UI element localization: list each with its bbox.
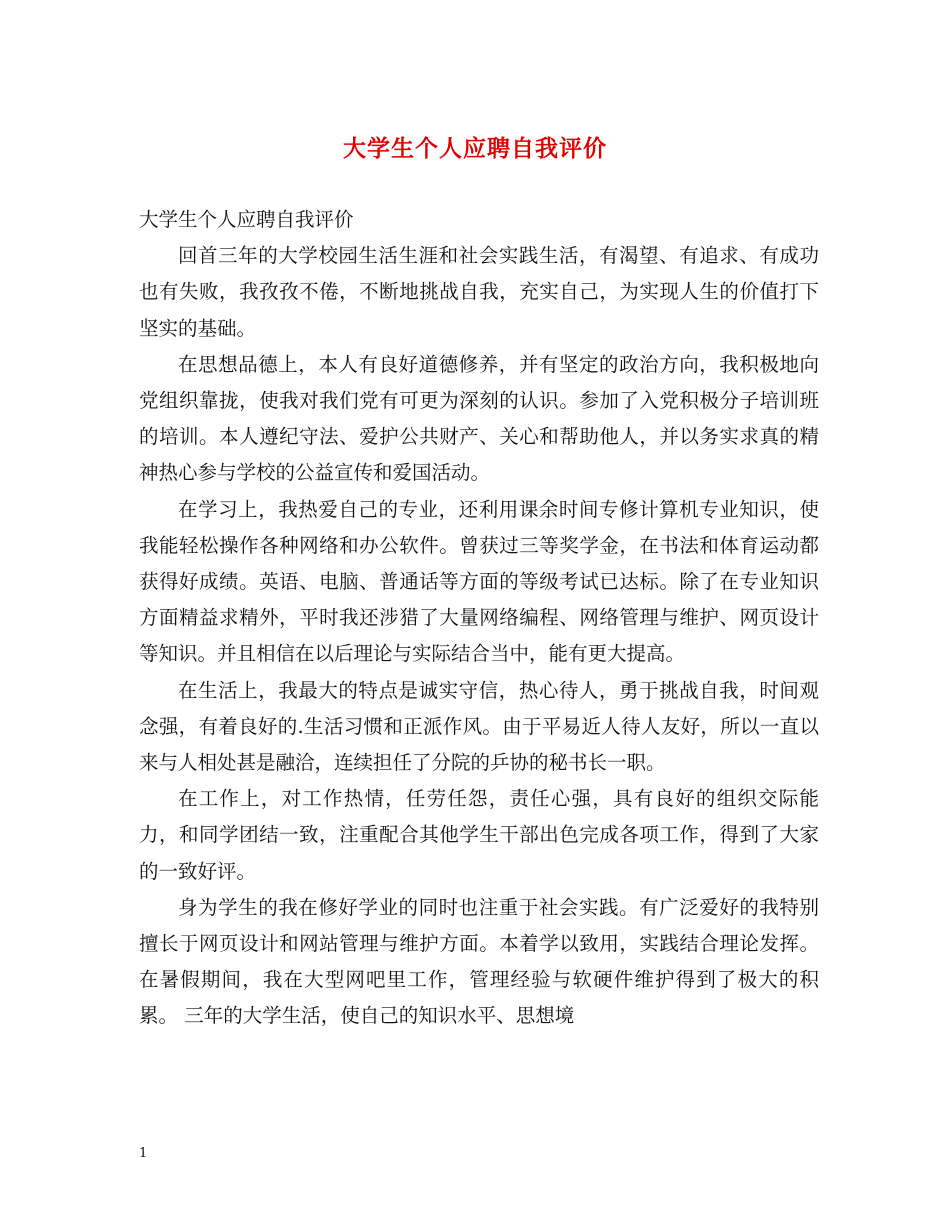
paragraph-intro: 回首三年的大学校园生活生涯和社会实践生活，有渴望、有追求、有成功也有失败，我孜孜不倦，不断地挑战自我，充实自己，为实现人生的价值打下坚实的基础。 (139, 244, 819, 340)
paragraph-work: 在工作上，对工作热情，任劳任怨，责任心强，具有良好的组织交际能力，和同学团结一致，注重配合其他学生干部出色完成各项工作，得到了大家的一致好评。 (139, 787, 819, 883)
page-number: 1 (139, 1146, 148, 1161)
paragraph-practice: 身为学生的我在修好学业的同时也注重于社会实践。有广泛爱好的我特别擅长于网页设计和网站管理与维护方面。本着学以致用，实践结合理论发挥。在暑假期间，我在大型网吧里工作，管理经验与软硬件维护得到了极大的积累。 三年的大学生活，使自己的知识水平、思想境 (139, 895, 819, 1028)
document-title: 大学生个人应聘自我评价 (343, 135, 607, 162)
document-body (139, 202, 819, 1035)
paragraph-life: 在生活上，我最大的特点是诚实守信，热心待人，勇于挑战自我，时间观念强，有着良好的.生活习惯和正派作风。由于平易近人待人友好，所以一直以来与人相处甚是融洽，连续担任了分院的乒协的秘书长一职。 (139, 678, 819, 775)
paragraph-study: 在学习上，我热爱自己的专业，还利用课余时间专修计算机专业知识，使我能轻松操作各种网络和办公软件。曾获过三等奖学金，在书法和体育运动都获得好成绩。英语、电脑、普通话等方面的等级考试已达标。除了在专业知识方面精益求精外，平时我还涉猎了大量网络编程、网络管理与维护、网页设计等知识。并且相信在以后理论与实际结合当中，能有更大提高。 (139, 497, 819, 666)
paragraph-moral: 在思想品德上，本人有良好道德修养，并有坚定的政治方向，我积极地向党组织靠拢，使我对我们党有可更为深刻的认识。参加了入党积极分子培训班的培训。本人遵纪守法、爱护公共财产、关心和帮助他人，并以务实求真的精神热心参与学校的公益宣传和爱国活动。 (139, 352, 819, 485)
document-subtitle: 大学生个人应聘自我评价 (139, 208, 354, 231)
